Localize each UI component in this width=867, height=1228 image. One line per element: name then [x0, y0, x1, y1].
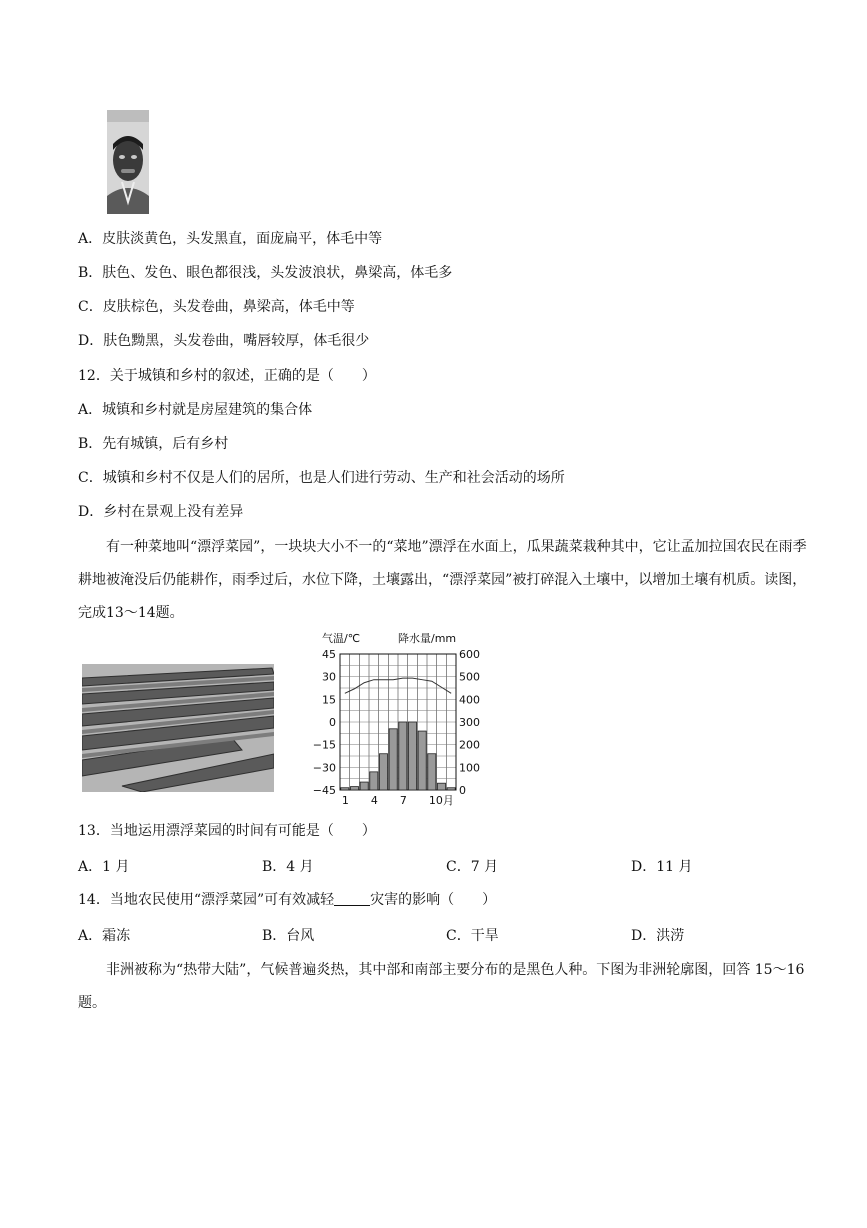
month-tick-label: 10月 [428, 794, 454, 807]
q11-option-d[interactable]: D．肤色黝黑，头发卷曲，嘴唇较厚，体毛很少 [78, 333, 370, 349]
q14-stem-end: 灾害的影响（ ） [370, 892, 497, 908]
precip-tick-label: 400 [459, 693, 480, 707]
temp-tick-label: 15 [322, 693, 336, 707]
precip-tick-label: 600 [459, 648, 480, 661]
q13-stem: 13．当地运用漂浮菜园的时间有可能是（ ） [78, 823, 376, 839]
q14-option-d[interactable]: D．洪涝 [631, 928, 685, 944]
precip-bar-7 [399, 722, 407, 790]
precip-bar-1 [341, 788, 349, 790]
q13-option-a[interactable]: A．1 月 [78, 859, 130, 875]
q12-stem: 12．关于城镇和乡村的叙述，正确的是（ ） [78, 368, 376, 384]
temp-tick-label: −30 [312, 761, 336, 775]
q11-option-b[interactable]: B．肤色、发色、眼色都很浅，头发波浪状，鼻梁高，体毛多 [78, 265, 453, 281]
precip-bar-9 [418, 731, 426, 790]
q11-option-c[interactable]: C．皮肤棕色，头发卷曲，鼻梁高，体毛中等 [78, 299, 355, 315]
q11-option-a[interactable]: A．皮肤淡黄色，头发黑直，面庞扁平，体毛中等 [78, 231, 383, 247]
chart-left-axis-label: 气温/℃ [322, 632, 361, 645]
chart-right-axis-label: 降水量/mm [398, 632, 457, 645]
precip-bar-5 [379, 754, 387, 790]
temp-tick-label: 30 [322, 670, 336, 684]
precip-bar-8 [408, 722, 416, 790]
month-tick-label: 1 [341, 794, 349, 807]
q14-option-a[interactable]: A．霜冻 [78, 928, 131, 944]
precip-bar-11 [437, 783, 445, 790]
passage-africa: 非洲被称为“热带大陆”，气候普遍炎热，其中部和南部主要分布的是黑色人种。下图为非洲轮廓图，回答 15～16 题。 [78, 962, 805, 1011]
month-tick-label: 4 [370, 794, 378, 807]
precip-bar-2 [350, 787, 358, 790]
q14-option-b[interactable]: B．台风 [262, 928, 315, 944]
precip-tick-label: 0 [459, 784, 466, 797]
q14-stem-start: 14．当地农民使用“漂浮菜园”可有效减轻 [78, 892, 335, 908]
precip-bar-6 [389, 729, 397, 790]
q12-option-a[interactable]: A．城镇和乡村就是房屋建筑的集合体 [78, 402, 313, 418]
month-tick-label: 7 [399, 794, 407, 807]
q12-option-d[interactable]: D．乡村在景观上没有差异 [78, 504, 244, 520]
precip-tick-label: 200 [459, 738, 480, 752]
precip-tick-label: 300 [459, 716, 480, 729]
precip-bar-10 [428, 754, 436, 790]
q13-option-b[interactable]: B．4 月 [262, 859, 314, 875]
floating-garden-photo [82, 664, 274, 792]
q12-option-c[interactable]: C．城镇和乡村不仅是人们的居所，也是人们进行劳动、生产和社会活动的场所 [78, 470, 565, 486]
q13-option-d[interactable]: D．11 月 [631, 859, 693, 875]
q12-option-b[interactable]: B．先有城镇，后有乡村 [78, 436, 229, 452]
precip-bar-3 [360, 782, 368, 790]
precip-bar-4 [370, 772, 378, 790]
temp-tick-label: 45 [322, 648, 336, 661]
q14-option-c[interactable]: C．干旱 [446, 928, 499, 944]
climate-chart [304, 628, 484, 808]
person-photo [107, 110, 149, 214]
temp-tick-label: −15 [312, 738, 336, 752]
precip-tick-label: 100 [459, 761, 480, 775]
precip-tick-label: 500 [459, 670, 480, 684]
temp-tick-label: −45 [312, 784, 336, 797]
q14-stem [78, 890, 496, 910]
temp-tick-label: 0 [329, 716, 336, 729]
passage-floating-garden: 有一种菜地叫“漂浮菜园”，一块块大小不一的“菜地”漂浮在水面上，瓜果蔬菜栽种其中，它让孟加拉国农民在雨季耕地被淹没后仍能耕作，雨季过后，水位下降，土壤露出，“漂浮菜园”被打碎混入土壤中，以增加土壤有机质。读图，完成13～14题。 [78, 539, 807, 621]
q13-option-c[interactable]: C．7 月 [446, 859, 499, 875]
q14-answer-blank[interactable] [334, 891, 370, 906]
precip-bar-12 [447, 788, 455, 790]
